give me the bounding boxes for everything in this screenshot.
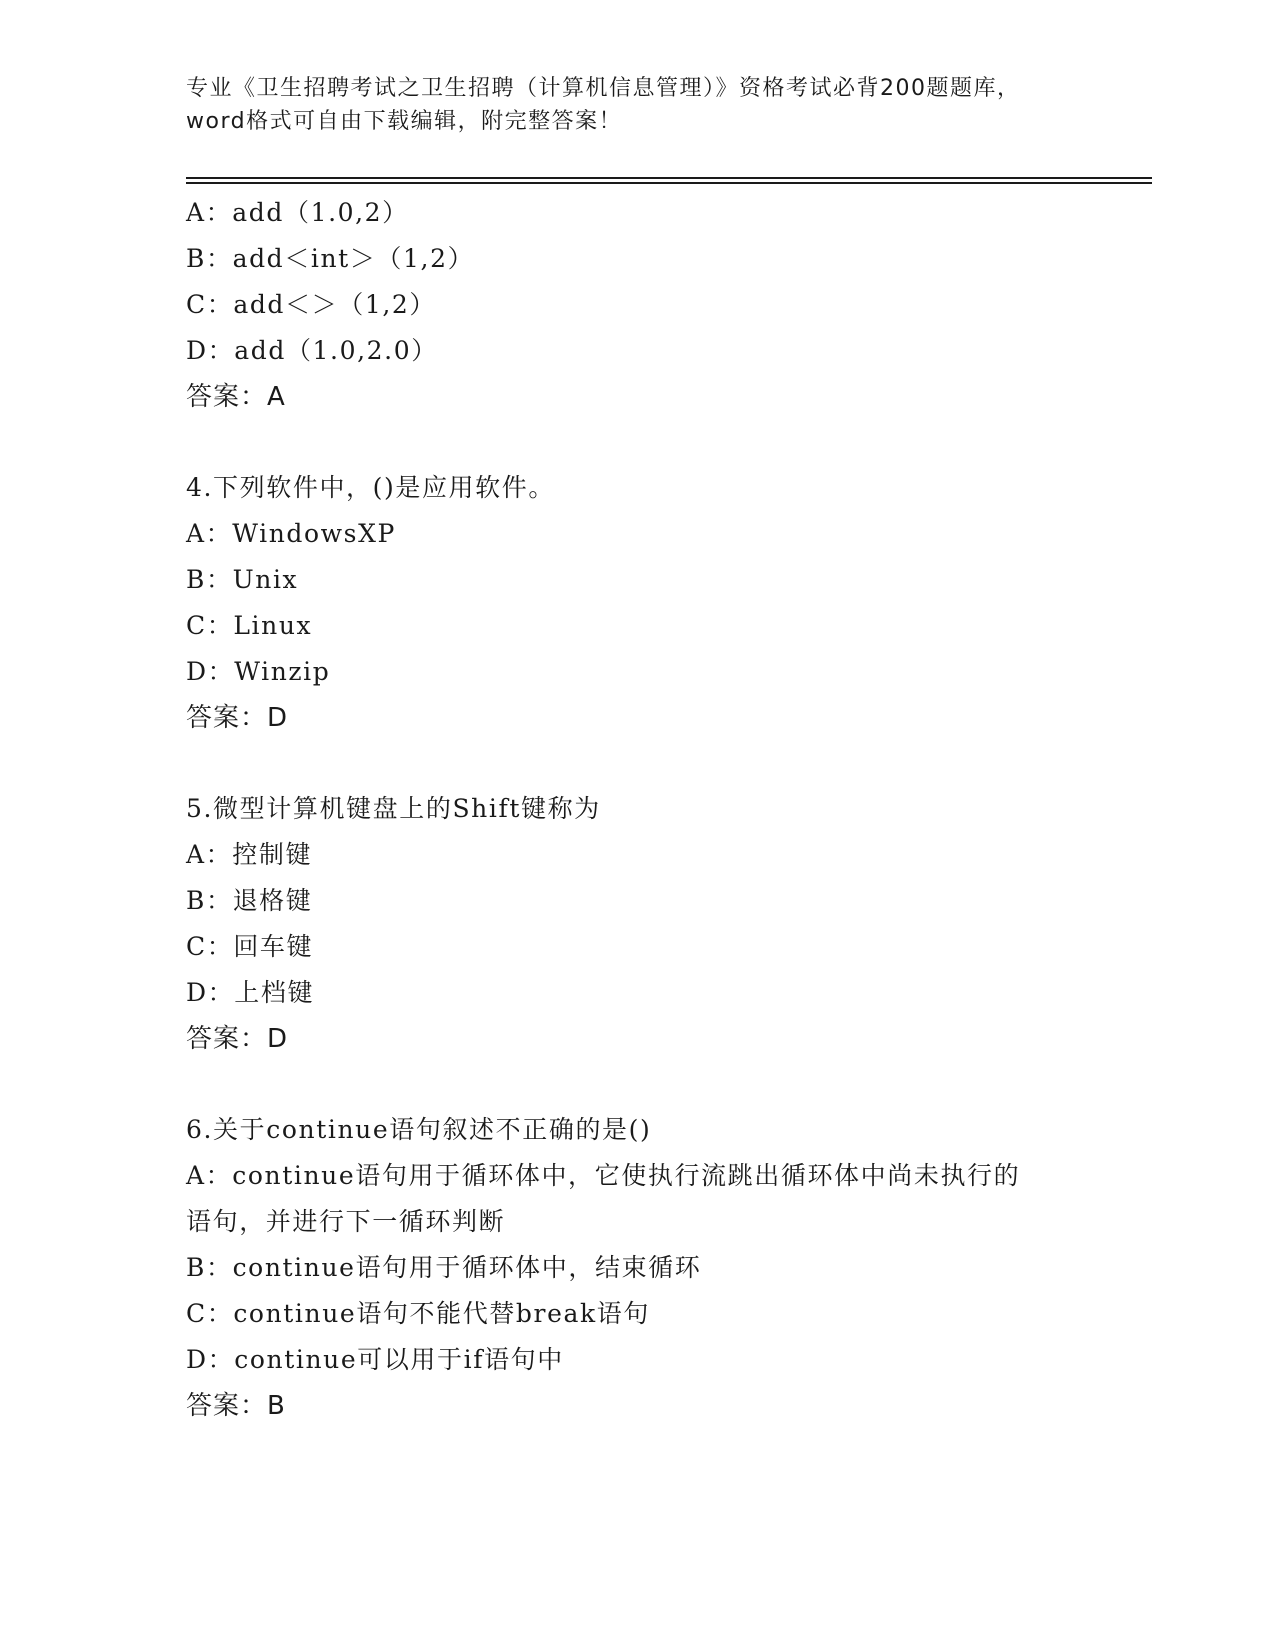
answer: 答案：A	[186, 382, 286, 412]
header-divider-bottom	[186, 182, 1152, 184]
option-c: C：回车键	[186, 932, 314, 961]
option-a: A：continue语句用于循环体中，它使执行流跳出循环体中尚未执行的	[186, 1161, 1021, 1190]
header-line-2: word格式可自由下载编辑，附完整答案！	[186, 109, 623, 134]
option-d: D：Winzip	[186, 657, 331, 686]
header-line-1: 专业《卫生招聘考试之卫生招聘（计算机信息管理）》资格考试必背200题题库，	[186, 76, 1021, 101]
question-6	[186, 1107, 1126, 1429]
option-a: A：WindowsXP	[186, 519, 396, 548]
option-a-continuation: 语句，并进行下一循环判断	[186, 1207, 506, 1236]
answer: 答案：D	[186, 1024, 289, 1054]
question-text: 5.微型计算机键盘上的Shift键称为	[186, 794, 601, 823]
question-4	[186, 465, 1126, 741]
option-d: D：add（1.0,2.0）	[186, 336, 438, 365]
option-b: B：continue语句用于循环体中，结束循环	[186, 1253, 702, 1282]
option-a: A：add（1.0,2）	[186, 198, 409, 227]
header-divider-top	[186, 177, 1152, 179]
option-b: B：add＜int＞（1,2）	[186, 244, 475, 273]
option-d: D：continue可以用于if语句中	[186, 1345, 564, 1374]
question-text: 4.下列软件中，()是应用软件。	[186, 473, 555, 502]
question-5	[186, 786, 1126, 1062]
answer: 答案：B	[186, 1391, 286, 1421]
option-b: B：Unix	[186, 565, 299, 594]
option-a: A：控制键	[186, 840, 313, 869]
question-list	[186, 190, 1126, 1429]
option-d: D：上档键	[186, 978, 315, 1007]
answer: 答案：D	[186, 703, 289, 733]
document-header	[186, 72, 1086, 138]
question-spacer	[186, 1062, 1126, 1107]
option-c: C：Linux	[186, 611, 313, 640]
question-text: 6.关于continue语句叙述不正确的是()	[186, 1115, 652, 1144]
question-spacer	[186, 741, 1126, 786]
question-spacer	[186, 420, 1126, 465]
question-3	[186, 190, 1126, 420]
option-c: C：add＜＞（1,2）	[186, 290, 436, 319]
option-b: B：退格键	[186, 886, 313, 915]
option-c: C：continue语句不能代替break语句	[186, 1299, 650, 1328]
